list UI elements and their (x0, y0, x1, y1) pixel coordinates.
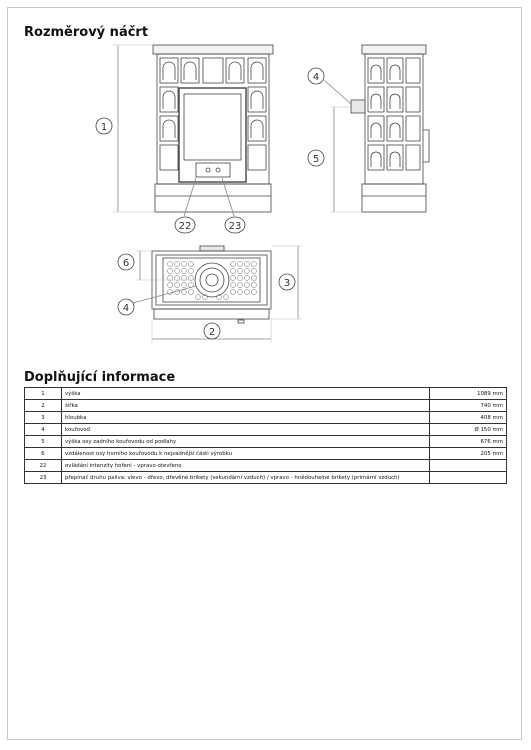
row-label: vzdálenost osy horního kouřovodu k nejzadnější části výrobku (62, 448, 430, 460)
table-row (25, 388, 507, 400)
row-number: 4 (25, 424, 62, 436)
row-label: kouřovod (62, 424, 430, 436)
callout-22: 22 (178, 221, 192, 232)
row-value (430, 472, 507, 484)
table-row (25, 436, 507, 448)
table-row (25, 424, 507, 436)
callout-2: 2 (208, 327, 216, 338)
sketch-heading: Rozměrový náčrt (24, 25, 149, 40)
row-number: 2 (25, 400, 62, 412)
row-number: 3 (25, 412, 62, 424)
row-number: 1 (25, 388, 62, 400)
row-number: 22 (25, 460, 62, 472)
info-heading: Doplňující informace (24, 370, 176, 385)
callout-23: 23 (228, 221, 242, 232)
row-label: hloubka (62, 412, 430, 424)
side-view (324, 45, 429, 212)
row-value (430, 460, 507, 472)
row-value: Ø 150 mm (430, 424, 507, 436)
row-label: výška osy zadního kouřovodu od podlahy (62, 436, 430, 448)
row-number: 6 (25, 448, 62, 460)
row-label: přepínač druhu paliva: vlevo - dřevo, dřevěné brikety (sekundární vzduch) / vpravo - hnědouhelné brikety (primární vzduch) (62, 472, 430, 484)
row-label: výška (62, 388, 430, 400)
row-number: 5 (25, 436, 62, 448)
row-value: 205 mm (430, 448, 507, 460)
callout-3: 3 (283, 278, 291, 289)
row-number: 23 (25, 472, 62, 484)
row-value: 740 mm (430, 400, 507, 412)
row-label: šířka (62, 400, 430, 412)
table-row (25, 400, 507, 412)
callout-bubbles (96, 68, 324, 339)
table-row (25, 412, 507, 424)
callout-5: 5 (312, 154, 320, 165)
callout-1: 1 (100, 122, 108, 133)
callout-6: 6 (122, 258, 130, 269)
dimension-drawing (0, 0, 531, 370)
table-row (25, 448, 507, 460)
callout-4-top: 4 (122, 303, 130, 314)
row-value: 408 mm (430, 412, 507, 424)
info-table (24, 387, 507, 484)
front-view (113, 45, 273, 216)
table-row (25, 460, 507, 472)
row-label: ovládání intenzity hoření - vpravo otevřeno (62, 460, 430, 472)
row-value: 1089 mm (430, 388, 507, 400)
row-value: 676 mm (430, 436, 507, 448)
callout-4-side: 4 (312, 72, 320, 83)
table-row (25, 472, 507, 484)
